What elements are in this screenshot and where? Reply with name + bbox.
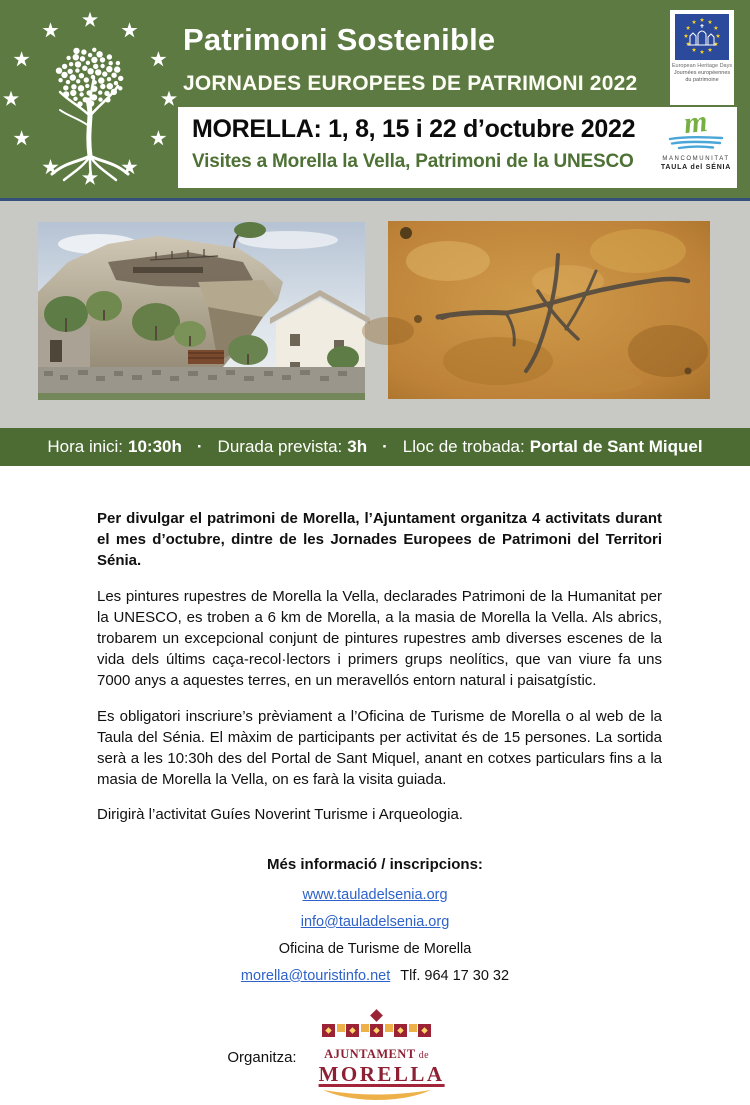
poster-subtitle: JORNADES EUROPEES DE PATRIMONI 2022 <box>183 72 638 95</box>
info-durada-value: 3h <box>347 437 368 456</box>
photo-masia-morella-la-vella <box>38 222 365 400</box>
mancomunitat-m-icon: m <box>682 104 710 141</box>
link-morella-email[interactable]: morella@touristinfo.net <box>240 967 391 984</box>
eu-caption-line2: Journées européennes <box>673 70 731 76</box>
heritage-tree-stars-icon <box>6 4 176 194</box>
event-title: MORELLA: 1, 8, 15 i 22 d’octubre 2022 <box>192 115 636 143</box>
header-band <box>0 0 750 201</box>
contact-section <box>0 856 750 985</box>
eu-logo-caption <box>672 63 732 84</box>
organitza-label: Organitza: <box>227 1049 297 1067</box>
event-box <box>178 104 737 188</box>
info-lloc-label: Lloc de trobada: <box>402 437 525 456</box>
photo-rock-art-painting <box>388 221 710 399</box>
link-tauladelsenia-web[interactable]: www.tauladelsenia.org <box>302 886 448 903</box>
paragraph-intro: Per divulgar el patrimoni de Morella, l’Ajuntament organitza 4 activitats durant el mes d’octubre, dintre de les Jornades Europees de Patrimoni del Territori Sénia. <box>97 510 662 570</box>
paragraph-pintures: Les pintures rupestres de Morella la Vella, declarades Patrimoni de la Humanitat per la UNESCO, es troben a 6 km de Morella, a la masia de Morella la Vella. Als abrics, trobarem un excepcional conjunt de pintures rupestres amb diverses escenes de la vida dels últims caça-recol·lectors i primers grups neolítics, que van viure fa uns 7000 anys a aquestes terres, en un meravellós entorn natural i paisatgístic. <box>97 587 662 690</box>
logo-morella-text: MORELLA <box>318 1061 445 1086</box>
contact-phone: Tlf. 964 17 30 32 <box>400 967 510 984</box>
separator-dot: · <box>382 437 388 456</box>
contact-heading: Més informació / inscripcions: <box>267 855 483 873</box>
event-subtitle: Visites a Morella la Vella, Patrimoni de la UNESCO <box>192 151 634 172</box>
ajuntament-morella-logo <box>318 1011 445 1105</box>
link-tauladelsenia-email[interactable]: info@tauladelsenia.org <box>300 913 450 930</box>
eu-flag-icon <box>675 14 729 60</box>
logo-de-text: de <box>418 1049 429 1061</box>
mancomunitat-taula-senia-logo <box>659 104 733 171</box>
info-lloc-value: Portal de Sant Miquel <box>529 437 703 456</box>
mancomunitat-subname: TAULA del SÉNIA <box>660 164 732 171</box>
paragraph-guies: Dirigirà l’activitat Guíes Noverint Turisme i Arqueologia. <box>97 806 463 824</box>
eu-caption-line3: du patrimoine <box>685 77 719 83</box>
poster-title: Patrimoni Sostenible <box>183 22 496 57</box>
contact-office: Oficina de Turisme de Morella <box>278 940 472 957</box>
info-durada-label: Durada prevista: <box>217 437 343 456</box>
separator-dot: · <box>196 437 203 456</box>
mancomunitat-name: MANCOMUNITAT <box>662 156 730 162</box>
info-hora-value: 10:30h <box>128 437 182 456</box>
logo-ajuntament-text: AJUNTAMENT <box>324 1046 416 1061</box>
morella-swoosh-icon <box>321 1089 433 1100</box>
info-bar <box>0 428 750 466</box>
body-text <box>0 466 750 826</box>
paragraph-inscripcio: Es obligatori inscriure’s prèviament a l’Oficina de Turisme de Morella o al web de la Taula del Sénia. El màxim de participants per activitat és de 15 persones. La sortida serà a les 10:30h des del Portal de Sant Miquel, anant en cotxes particulars fins a la masia de Morella la Vella, on es farà la visita guiada. <box>97 707 662 789</box>
organizer-row <box>0 1011 706 1105</box>
morella-crown-icon <box>321 1011 433 1041</box>
eu-caption-line1: European Heritage Days <box>671 63 733 69</box>
photos-band <box>0 201 750 428</box>
info-hora-label: Hora inici: <box>47 437 123 456</box>
european-heritage-days-logo <box>670 10 734 105</box>
